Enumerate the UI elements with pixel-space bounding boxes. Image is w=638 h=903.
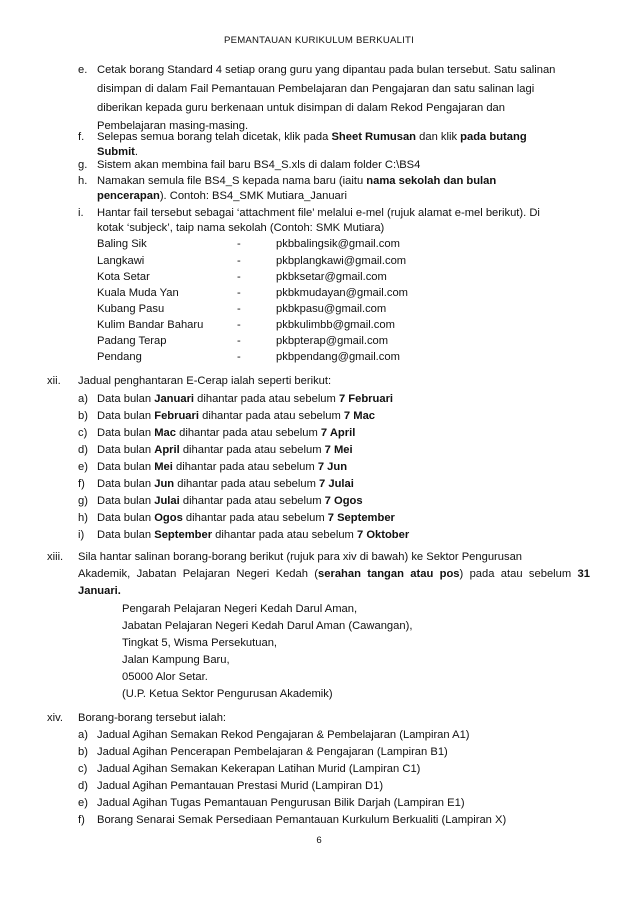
dash: - (237, 287, 241, 299)
schedule-marker: e) (78, 461, 88, 473)
step-h-line2 (97, 189, 347, 204)
address-line: (U.P. Ketua Sektor Pengurusan Akademik) (122, 688, 333, 700)
step-f-submit: Submit (97, 146, 135, 158)
email-address[interactable]: pkbkmudayan@gmail.com (276, 287, 408, 299)
email-address[interactable]: pkbkulimbb@gmail.com (276, 319, 395, 331)
section-xii-intro: Jadual penghantaran E-Cerap ialah seperti berikut: (78, 375, 332, 387)
schedule-text: dihantar pada atau sebelum (182, 512, 328, 524)
dash: - (237, 255, 241, 267)
dash: - (237, 271, 241, 283)
dash: - (237, 335, 241, 347)
section-xiv-marker: xiv. (47, 712, 63, 724)
district-name: Baling Sik (97, 238, 147, 250)
step-i-line2: kotak ‘subjeck’, taip nama sekolah (Contoh: SMK Mutiara) (97, 222, 385, 234)
dash: - (237, 303, 241, 315)
dash: - (237, 238, 241, 250)
step-h-marker: h. (78, 175, 88, 187)
step-h-pencerapan: pencerapan (97, 190, 160, 202)
xiii-serahan: serahan tangan atau pos (318, 568, 460, 580)
schedule-item (97, 392, 393, 407)
step-f-text-b: dan klik (416, 131, 461, 143)
step-f-sheet-rumusan: Sheet Rumusan (331, 131, 417, 143)
district-name: Kuala Muda Yan (97, 287, 179, 299)
step-h-text-a: Namakan semula file BS4_S kepada nama baru (iaitu (97, 175, 367, 187)
dash: - (237, 351, 241, 363)
schedule-text: Data bulan (97, 529, 155, 541)
form-item: Jadual Agihan Semakan Rekod Pengajaran & Pembelajaran (Lampiran A1) (97, 729, 470, 741)
form-item: Jadual Agihan Pemantauan Prestasi Murid (Lampiran D1) (97, 780, 384, 792)
schedule-text: Data bulan (97, 461, 155, 473)
section-xiii-line2 (78, 567, 590, 582)
form-marker: f) (78, 814, 85, 826)
schedule-text: dihantar pada atau sebelum (199, 410, 344, 422)
xiii-deadline-month: Januari. (78, 585, 121, 597)
step-i-marker: i. (78, 207, 84, 219)
schedule-item (97, 426, 355, 441)
step-f-period: . (134, 146, 139, 158)
schedule-item (97, 460, 347, 475)
schedule-marker: h) (78, 512, 88, 524)
schedule-marker: c) (78, 427, 88, 439)
schedule-text: Data bulan (97, 495, 155, 507)
schedule-month: September (154, 529, 213, 541)
form-item: Jadual Agihan Pencerapan Pembelajaran & Pengajaran (Lampiran B1) (97, 746, 448, 758)
address-line: Pengarah Pelajaran Negeri Kedah Darul Aman, (122, 603, 358, 615)
schedule-month: Ogos (154, 512, 183, 524)
address-line: 05000 Alor Setar. (122, 671, 208, 683)
email-address[interactable]: pkbpendang@gmail.com (276, 351, 400, 363)
schedule-text: Data bulan (97, 512, 155, 524)
schedule-month: Februari (154, 410, 199, 422)
schedule-deadline: 7 Julai (319, 478, 354, 490)
step-f-line1 (97, 130, 590, 145)
schedule-text: dihantar pada atau sebelum (174, 478, 320, 490)
step-i-line1: Hantar fail tersebut sebagai ‘attachment file’ melalui e-mel (rujuk alamat e-mel berikut). Di (97, 207, 540, 219)
schedule-month: Jun (154, 478, 175, 490)
schedule-text: dihantar pada atau sebelum (212, 529, 357, 541)
schedule-marker: g) (78, 495, 88, 507)
section-xiii-line3 (78, 584, 121, 599)
schedule-text: Data bulan (97, 393, 155, 405)
address-line: Jalan Kampung Baru, (122, 654, 230, 666)
schedule-text: Data bulan (97, 427, 155, 439)
section-xiv-intro: Borang-borang tersebut ialah: (78, 712, 227, 724)
form-marker: d) (78, 780, 88, 792)
schedule-marker: d) (78, 444, 88, 456)
step-g-marker: g. (78, 159, 88, 171)
xiii-text: Akademik, Jabatan Pelajaran Negeri Kedah ( (78, 568, 319, 580)
step-e-marker: e. (78, 64, 88, 76)
form-item: Jadual Agihan Semakan Kekerapan Latihan Murid (Lampiran C1) (97, 763, 421, 775)
schedule-text: Data bulan (97, 478, 155, 490)
step-g-text: Sistem akan membina fail baru BS4_S.xls di dalam folder C:\BS4 (97, 159, 421, 171)
step-e-line2: disimpan di dalam Fail Pemantauan Pembelajaran dan Pengajaran dan satu salinan lagi (97, 83, 535, 95)
dash: - (237, 319, 241, 331)
email-address[interactable]: pkbpterap@gmail.com (276, 335, 389, 347)
schedule-month: Januari (154, 393, 195, 405)
step-h-text-b: ). Contoh: BS4_SMK Mutiara_Januari (159, 190, 347, 202)
schedule-month: April (154, 444, 180, 456)
step-h-line1 (97, 174, 496, 189)
email-address[interactable]: pkbkpasu@gmail.com (276, 303, 387, 315)
schedule-text: Data bulan (97, 444, 155, 456)
email-address[interactable]: pkbplangkawi@gmail.com (276, 255, 407, 267)
schedule-deadline: 7 Jun (317, 461, 348, 473)
schedule-marker: f) (78, 478, 85, 490)
schedule-marker: i) (78, 529, 85, 541)
form-marker: e) (78, 797, 88, 809)
schedule-text: dihantar pada atau sebelum (179, 444, 325, 456)
xiii-deadline-day: 31 (577, 568, 590, 580)
form-marker: c) (78, 763, 88, 775)
schedule-marker: a) (78, 393, 88, 405)
address-line: Tingkat 5, Wisma Persekutuan, (122, 637, 278, 649)
schedule-month: Julai (154, 495, 180, 507)
schedule-month: Mei (154, 461, 173, 473)
step-f-pada-butang: pada butang (460, 131, 527, 143)
email-address[interactable]: pkbbalingsik@gmail.com (276, 238, 400, 250)
schedule-text: Data bulan (97, 410, 155, 422)
page-header: PEMANTAUAN KURIKULUM BERKUALITI (224, 35, 414, 46)
step-e-line1: Cetak borang Standard 4 setiap orang guru yang dipantau pada bulan tersebut. Satu salinan (97, 64, 556, 76)
schedule-item (97, 511, 395, 526)
xiii-text: ) pada atau sebelum (459, 568, 578, 580)
step-e-line3: diberikan kepada guru berkenaan untuk disimpan di dalam Rekod Pengajaran dan (97, 102, 505, 114)
section-xii-marker: xii. (47, 375, 61, 387)
schedule-deadline: 7 Mei (324, 444, 353, 456)
schedule-text: dihantar pada atau sebelum (194, 393, 339, 405)
district-name: Kulim Bandar Baharu (97, 319, 204, 331)
step-h-bold-a: nama sekolah dan bulan (366, 175, 497, 187)
schedule-deadline: 7 April (320, 427, 356, 439)
step-e-line4: Pembelajaran masing-masing. (97, 120, 249, 132)
district-name: Pendang (97, 351, 142, 363)
section-xiii-line1: Sila hantar salinan borang-borang berikut (rujuk para xiv di bawah) ke Sektor Pengurusan (78, 551, 523, 563)
schedule-item (97, 494, 363, 509)
form-marker: a) (78, 729, 88, 741)
schedule-deadline: 7 Ogos (324, 495, 363, 507)
schedule-deadline: 7 Februari (338, 393, 394, 405)
schedule-text: dihantar pada atau sebelum (172, 461, 318, 473)
schedule-deadline: 7 Oktober (356, 529, 410, 541)
district-name: Padang Terap (97, 335, 167, 347)
page-number: 6 (316, 835, 322, 846)
step-f-marker: f. (78, 131, 85, 143)
schedule-month: Mac (154, 427, 176, 439)
schedule-item (97, 443, 353, 458)
step-f-text-a: Selepas semua borang telah dicetak, klik pada (97, 131, 332, 143)
district-name: Langkawi (97, 255, 145, 267)
address-line: Jabatan Pelajaran Negeri Kedah Darul Aman (Cawangan), (122, 620, 413, 632)
schedule-text: dihantar pada atau sebelum (176, 427, 321, 439)
schedule-deadline: 7 September (327, 512, 395, 524)
district-name: Kota Setar (97, 271, 150, 283)
schedule-deadline: 7 Mac (343, 410, 376, 422)
email-address[interactable]: pkbksetar@gmail.com (276, 271, 387, 283)
schedule-item (97, 477, 354, 492)
form-item: Jadual Agihan Tugas Pemantauan Pengurusan Bilik Darjah (Lampiran E1) (97, 797, 465, 809)
district-name: Kubang Pasu (97, 303, 165, 315)
schedule-marker: b) (78, 410, 88, 422)
section-xiii-marker: xiii. (47, 551, 64, 563)
form-item: Borang Senarai Semak Persediaan Pemantauan Kurkulum Berkualiti (Lampiran X) (97, 814, 507, 826)
schedule-text: dihantar pada atau sebelum (179, 495, 325, 507)
schedule-item (97, 528, 409, 543)
form-marker: b) (78, 746, 88, 758)
schedule-item (97, 409, 375, 424)
